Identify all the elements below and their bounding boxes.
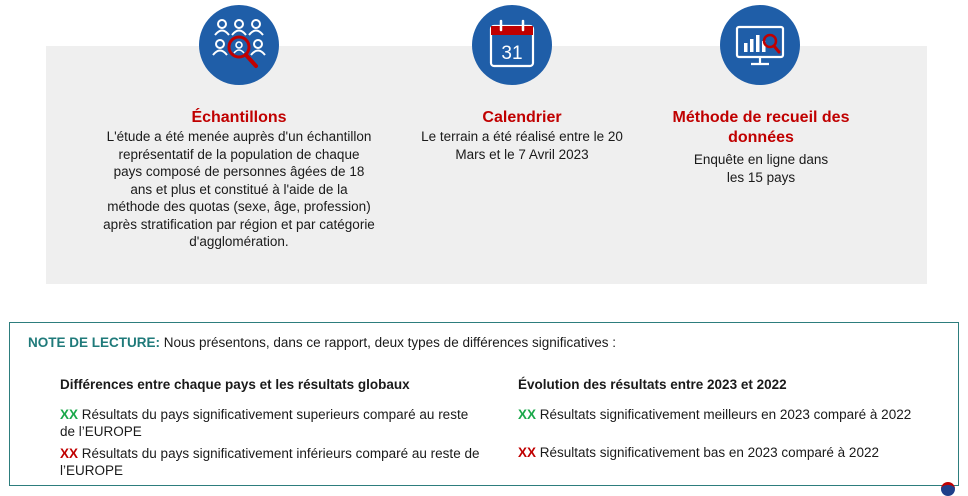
column-title: Méthode de recueil des données [672,109,850,146]
legend-text: Résultats significativement bas en 2023 comparé à 2022 [536,445,879,460]
legend-text: Résultats significativement meilleurs en 2023 comparé à 2022 [536,407,912,422]
legend-text: Résultats du pays significativement superieurs comparé au reste de l’EUROPE [60,407,469,439]
note-text: Nous présentons, dans ce rapport, deux types de différences significatives : [160,335,617,350]
column-text: Le terrain a été réalisé entre le 20 Mars et le 7 Avril 2023 [421,129,623,162]
legend-item [518,406,958,423]
calendar-day-number: 31 [501,43,523,64]
column-method [661,108,861,186]
column-text: Enquête en ligne dans les 15 pays [693,152,829,185]
legend-item [60,445,480,479]
calendar-icon [472,5,552,85]
legend-item [60,406,480,440]
green-marker: XX [518,407,537,422]
column-text: L'étude a été menée auprès d'un échantillon représentatif de la population de chaque pays composé de personnes âgées de 18 ans et plus et constitué à l'aide de la méthode des quotas (sexe, âge, profession) après stratification par région et par catégorie d'agglomération. [103,129,375,249]
note-header [28,335,616,350]
column-calendar [417,108,627,163]
corner-logo-icon [941,482,955,496]
note-label: NOTE DE LECTURE: [28,335,161,350]
reading-note-box [9,322,959,486]
legend-text: Résultats du pays significativement inférieurs comparé au reste de l’EUROPE [60,446,480,478]
people-search-icon [199,5,279,85]
red-marker: XX [518,445,537,460]
screen-chart-icon [720,5,800,85]
column-title: Échantillons [191,109,287,126]
left-section-title: Différences entre chaque pays et les résultats globaux [60,377,410,392]
legend-item [518,444,958,461]
column-title: Calendrier [482,109,562,126]
right-section-title: Évolution des résultats entre 2023 et 2022 [518,377,787,392]
column-samples [99,108,379,251]
green-marker: XX [60,407,79,422]
red-marker: XX [60,446,79,461]
